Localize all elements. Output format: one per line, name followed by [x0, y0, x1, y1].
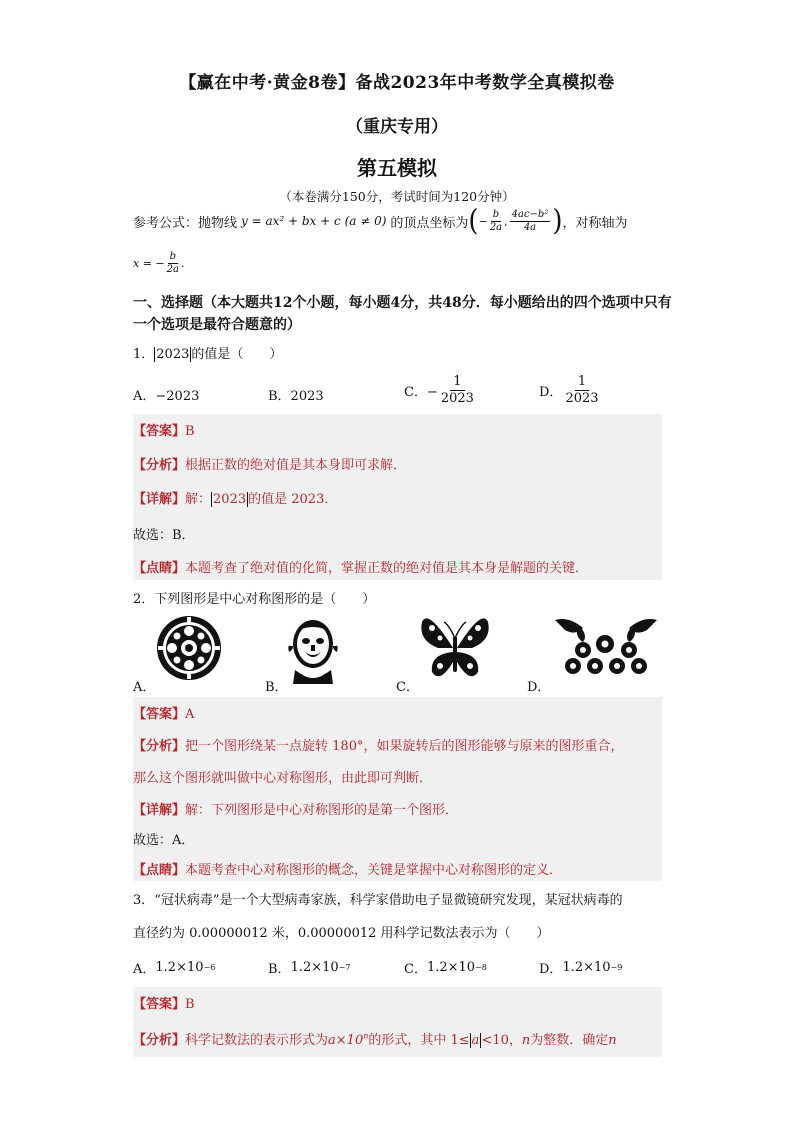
option-label: C． [404, 962, 427, 977]
detail-abs-value: 2023 [213, 492, 247, 507]
question-1-option-a: A．−2023 [133, 389, 200, 404]
analysis-tag: 【分析】 [133, 739, 186, 754]
option-b-mask-image [285, 614, 341, 686]
option-base: 1.2×10 [426, 960, 476, 975]
option-label: D． [539, 962, 563, 977]
vertex-y-fraction [510, 209, 551, 234]
question-1-number: 1． [133, 347, 155, 362]
option-label: B． [268, 962, 291, 977]
analysis-tag: 【分析】 [133, 1033, 186, 1048]
question-2-option-a-label: A． [133, 680, 156, 695]
question-1-option-d [539, 374, 599, 407]
option-d-birds-flowers-image [553, 614, 659, 680]
left-paren: ( [468, 204, 479, 238]
axis-denominator: 2a [166, 264, 179, 275]
question-3-answer [133, 993, 195, 1012]
axis-numerator: b [169, 251, 176, 262]
answer-tag: 【答案】 [133, 997, 186, 1012]
axis-prefix: x = − [133, 257, 165, 270]
minus-sign: − [478, 214, 488, 228]
question-1-choice: 故选：B． [133, 528, 195, 543]
answer-tag: 【答案】 [133, 424, 186, 439]
section-heading: 一、选择题（本大题共12个小题，每小题4分，共48分．每小题给出的四个选项中只有一个选项是最符合题意的） [133, 295, 672, 333]
option-base: 1.2×10 [290, 960, 339, 975]
analysis-text-a: 科学记数法的表示形式为 [185, 1033, 329, 1048]
detail-suffix: 的值是 2023． [248, 492, 338, 507]
question-1-abs-value: 2023 [156, 347, 190, 362]
formula-suffix: ，对称轴为 [562, 215, 628, 231]
question-2-answer [133, 703, 194, 722]
paper-mock-number: 第五模拟 [357, 156, 437, 180]
question-2-analysis-line2: 那么这个图形就叫做中心对称图形，由此即可判断． [133, 771, 433, 786]
parabola-equation: y = ax² + bx + c (a ≠ 0) [241, 214, 387, 228]
analysis-text-b: 的形式，其中 1≤ [368, 1033, 470, 1048]
question-1-option-b: B．2023 [268, 389, 324, 404]
option-a-wheel-image [155, 614, 223, 682]
analysis-exponent: n [363, 1031, 369, 1041]
analysis-text-c: <10， [481, 1033, 522, 1048]
vertex-x-fraction [490, 209, 502, 234]
answer-tag: 【答案】 [133, 707, 186, 722]
answer-value: B [185, 997, 195, 1012]
analysis-text-d: 为整数．确定 [530, 1033, 609, 1048]
option-d-denominator: 2023 [565, 391, 599, 406]
question-2-stem: 2．下列图形是中心对称图形的是（ ） [133, 592, 376, 607]
comment-tag: 【点睛】 [133, 561, 186, 576]
option-base: 1.2×10 [155, 960, 204, 975]
question-1-detail [133, 488, 337, 507]
vertex-x-denominator: 2a [489, 221, 503, 233]
question-3-analysis [133, 1029, 617, 1048]
detail-prefix: 解： [185, 492, 212, 507]
question-1-text: 的值是（ ） [191, 347, 283, 362]
right-paren: ) [552, 204, 563, 238]
option-exponent: −9 [610, 963, 623, 972]
answer-value: B [185, 424, 195, 439]
option-d-label: D． [539, 385, 563, 400]
question-1-option-c [404, 374, 474, 407]
analysis-tag: 【分析】 [133, 458, 186, 473]
option-d-fraction [565, 374, 598, 407]
question-2-option-b-label: B． [265, 680, 288, 695]
vertex-y-denominator: 4a [523, 221, 537, 233]
option-exponent: −8 [475, 963, 487, 972]
answer-value: A [185, 707, 195, 722]
question-2-option-d-label: D． [527, 680, 551, 695]
vertex-y-numerator: 4ac−b² [511, 208, 549, 220]
score-info: （本卷满分150分，考试时间为120分钟） [279, 189, 515, 204]
comma: , [504, 214, 508, 228]
analysis-n: n [521, 1033, 531, 1048]
analysis-abs: a [471, 1033, 480, 1048]
axis-end: . [180, 257, 185, 270]
detail-tag: 【详解】 [133, 803, 186, 818]
comment-text: 本题考查中心对称图形的概念，关键是掌握中心对称图形的定义． [185, 863, 563, 878]
formula-prefix: 参考公式：抛物线 [133, 215, 238, 231]
question-3-option-b [268, 958, 350, 977]
option-exponent: −7 [338, 963, 351, 972]
analysis-text: 根据正数的绝对值是其本身即可求解． [185, 458, 407, 473]
analysis-form: a×10 [328, 1033, 364, 1048]
question-3-option-a [133, 958, 215, 977]
vertex-x-numerator: b [492, 208, 500, 220]
option-c-numerator: 1 [450, 374, 464, 391]
option-exponent: −6 [203, 963, 216, 972]
option-c-fraction [441, 374, 474, 407]
option-label: A． [133, 962, 156, 977]
question-2-choice: 故选：A． [133, 833, 195, 848]
option-d-numerator: 1 [575, 374, 589, 391]
analysis-text: 把一个图形绕某一点旋转 180°，如果旋转后的图形能够与原来的图形重合， [185, 739, 624, 754]
detail-text: 解：下列图形是中心对称图形的是第一个图形． [185, 803, 459, 818]
axis-formula [133, 251, 184, 276]
question-3-stem-line2: 直径约为 0.00000012 米，0.00000012 用科学记数法表示为（ ） [133, 926, 550, 941]
question-2-comment [133, 859, 562, 878]
paper-subtitle: （重庆专用） [346, 117, 448, 137]
analysis-n-end: n [608, 1033, 617, 1048]
paper-title: 【赢在中考·黄金8卷】备战2023年中考数学全真模拟卷 [179, 73, 615, 93]
question-2-analysis-line1 [133, 735, 623, 754]
question-1-answer [133, 420, 195, 439]
formula-mid: 的顶点坐标为 [390, 215, 469, 231]
comment-tag: 【点睛】 [133, 863, 186, 878]
question-2-detail [133, 799, 458, 818]
option-c-butterfly-image [418, 614, 492, 684]
option-base: 1.2×10 [562, 960, 611, 975]
option-c-denominator: 2023 [440, 391, 474, 406]
comment-text: 本题考查了绝对值的化简，掌握正数的绝对值是其本身是解题的关键． [185, 561, 589, 576]
detail-tag: 【详解】 [133, 492, 186, 507]
question-2-answer-block [133, 697, 662, 881]
question-1-comment [133, 557, 588, 576]
question-2-option-c-label: C． [396, 680, 419, 695]
question-1-stem [133, 343, 282, 362]
question-1-analysis [133, 454, 406, 473]
question-3-stem-line1: 3．“冠状病毒”是一个大型病毒家族，科学家借助电子显微镜研究发现，某冠状病毒的 [133, 893, 623, 908]
reference-formula [133, 204, 628, 238]
option-c-label: C．− [404, 385, 438, 400]
question-3-option-c [404, 958, 487, 977]
question-3-option-d [539, 958, 622, 977]
axis-fraction [167, 251, 179, 276]
